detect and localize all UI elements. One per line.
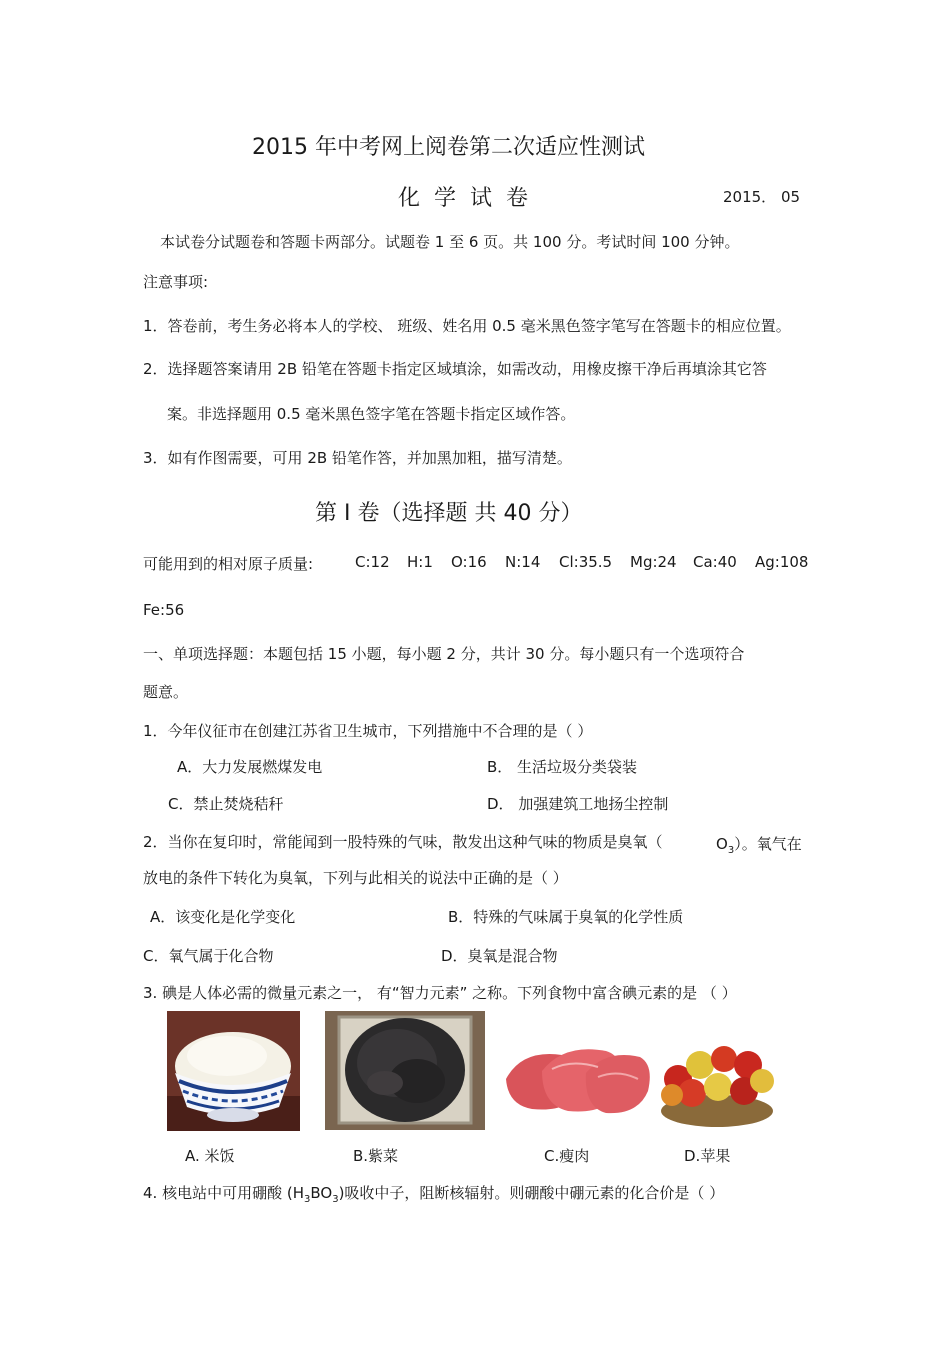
ozone-subscript: 3 (727, 845, 735, 856)
notice-title: 注意事项: (143, 273, 209, 291)
apple-image (656, 1035, 778, 1129)
page-title: 2015 年中考网上阅卷第二次适应性测试 (252, 135, 645, 160)
atomic-mass-item: N:14 (505, 553, 541, 571)
apple-illustration (656, 1035, 778, 1129)
notice-item-3: 3．如有作图需要，可用 2B 铅笔作答，并加黑加粗，描写清楚。 (143, 449, 572, 467)
question-1-option-b: B． 生活垃圾分类袋装 (487, 758, 638, 776)
atomic-mass-item: C:12 (355, 553, 390, 571)
ozone-formula (716, 834, 802, 861)
part1-instruction-cont: 题意。 (143, 683, 189, 701)
lean-meat-image (502, 1029, 655, 1129)
atomic-mass-item: Ca:40 (693, 553, 737, 571)
subject-title: 化学试卷 (398, 186, 543, 211)
meat-illustration (502, 1029, 655, 1129)
notice-item-2: 2．选择题答案请用 2B 铅笔在答题卡指定区域填涂，如需改动，用橡皮擦干净后再填涂其它答 (143, 360, 767, 378)
question-1-option-c: C．禁止焚烧秸秆 (168, 795, 284, 813)
intro-text: 本试卷分试题卷和答题卡两部分。试题卷 1 至 6 页。共 100 分。考试时间 100 分钟。 (160, 233, 740, 251)
exam-date: 2015． 05 (723, 188, 801, 206)
question-4-stem (143, 1183, 724, 1210)
question-2-option-c: C．氧气属于化合物 (143, 947, 274, 965)
question-3-option-a: A. 米饭 (185, 1147, 235, 1165)
question-4-stem-pre: 4. 核电站中可用硼酸 (H (143, 1184, 304, 1202)
atomic-mass-item: Mg:24 (630, 553, 677, 571)
seaweed-image (325, 1011, 485, 1130)
question-2-option-d: D．臭氧是混合物 (441, 947, 558, 965)
question-1-option-a: A．大力发展燃煤发电 (177, 758, 323, 776)
question-3-option-b: B.紫菜 (353, 1147, 399, 1165)
ozone-stem-end: ）。氧气在 (734, 835, 802, 853)
question-2-option-b: B．特殊的气味属于臭氧的化学性质 (448, 908, 684, 926)
seaweed-illustration (325, 1011, 485, 1130)
rice-bowl-illustration (167, 1011, 300, 1131)
atomic-mass-item: Fe:56 (143, 601, 185, 619)
question-2-stem (143, 832, 663, 852)
notice-item-2-cont: 案。非选择题用 0.5 毫米黑色签字笔在答题卡指定区域作答。 (167, 405, 576, 423)
rice-image (167, 1011, 300, 1131)
atomic-mass-item: Cl:35.5 (559, 553, 613, 571)
boric-acid-o-subscript: 3 (332, 1194, 339, 1205)
boric-acid-h-subscript: 3 (303, 1194, 311, 1205)
atomic-mass-item: H:1 (407, 553, 433, 571)
question-1-option-d: D． 加强建筑工地扬尘控制 (487, 795, 669, 813)
question-3-option-d: D.苹果 (684, 1147, 731, 1165)
question-2-stem-cont: 放电的条件下转化为臭氧，下列与此相关的说法中正确的是（ ） (143, 869, 568, 887)
question-1-stem: 1．今年仪征市在创建江苏省卫生城市，下列措施中不合理的是（ ） (143, 722, 593, 740)
question-3-stem: 3. 碘是人体必需的微量元素之一， 有“智力元素” 之称。下列食物中富含碘元素的是 （ ） (143, 984, 737, 1002)
question-4-stem-post: )吸收中子，阻断核辐射。则硼酸中硼元素的化合价是（ ） (338, 1184, 725, 1202)
atomic-mass-item: Ag:108 (755, 553, 809, 571)
atomic-mass-label: 可能用到的相对原子质量: (143, 555, 314, 573)
part1-instruction: 一、单项选择题：本题包括 15 小题，每小题 2 分，共计 30 分。每小题只有一个选项符合 (143, 645, 745, 663)
question-2-stem-text: 2．当你在复印时，常能闻到一股特殊的气味，散发出这种气味的物质是臭氧（ (143, 833, 663, 851)
notice-item-1: 1．答卷前，考生务必将本人的学校、 班级、姓名用 0.5 毫米黑色签字笔写在答题卡的相应位置。 (143, 317, 791, 335)
boric-acid-bo: BO (310, 1184, 333, 1202)
atomic-mass-item: O:16 (451, 553, 487, 571)
question-3-option-c: C.瘦肉 (544, 1147, 590, 1165)
ozone-symbol: O (716, 835, 728, 853)
section-title: 第 I 卷（选择题 共 40 分） (315, 501, 583, 526)
question-2-option-a: A．该变化是化学变化 (150, 908, 296, 926)
